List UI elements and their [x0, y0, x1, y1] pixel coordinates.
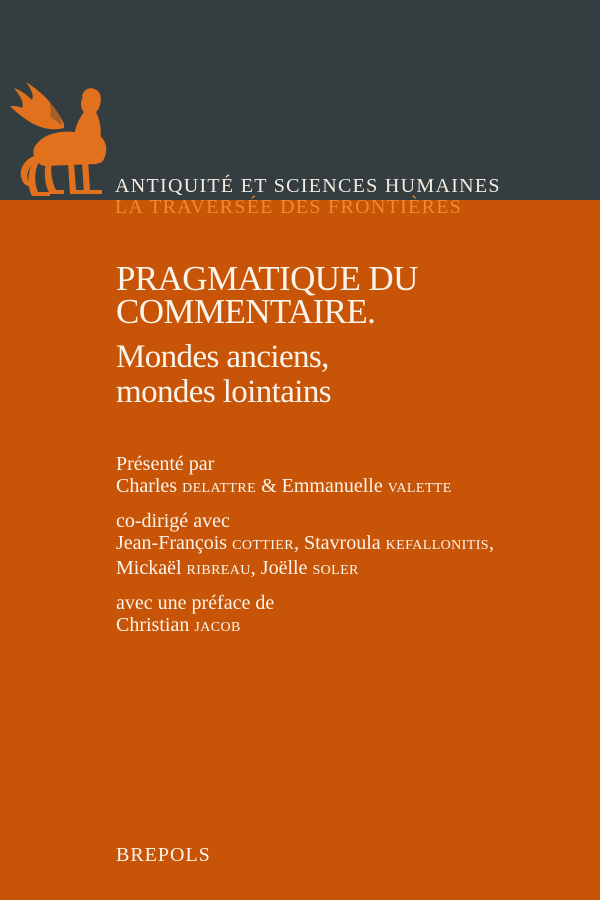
book-subtitle — [116, 340, 331, 410]
presenter-last-name: VALETTE — [387, 481, 452, 496]
codirector-separator: , — [250, 557, 261, 579]
preface-author-last-name: JACOB — [194, 620, 241, 635]
presenters-line — [116, 475, 494, 500]
subtitle-line-1: Mondes anciens, — [116, 339, 329, 375]
codirector-first-name: Stavroula — [303, 532, 381, 554]
preface-label: avec une préface de — [116, 592, 275, 614]
presenter-separator: & — [256, 475, 282, 497]
series-name — [115, 176, 501, 218]
presented-by-block — [116, 453, 494, 500]
presented-by-label: Présenté par — [116, 453, 215, 475]
codirector-last-name: COTTIER — [232, 538, 294, 553]
codirectors-line-1 — [116, 532, 494, 557]
title-line-1: PRAGMATIQUE DU — [116, 259, 418, 298]
preface-block — [116, 592, 494, 639]
codirector-first-name: Jean-François — [116, 532, 228, 554]
codirector-separator: , — [488, 532, 494, 554]
credits — [116, 453, 494, 649]
codirector-first-name: Mickaël — [116, 557, 182, 579]
subtitle-line-2: mondes lointains — [116, 374, 331, 410]
book-title — [116, 259, 418, 331]
preface-author-line — [116, 614, 494, 639]
presenter-last-name: DELATTRE — [182, 481, 257, 496]
series-title-primary: ANTIQUITÉ ET SCIENCES HUMAINES — [115, 175, 501, 197]
codirector-first-name: Joëlle — [260, 557, 308, 579]
codirector-last-name: KEFALLONITIS — [385, 538, 489, 553]
title-line-2: COMMENTAIRE. — [116, 292, 376, 331]
sphinx-icon — [4, 66, 114, 204]
preface-author-first-name: Christian — [116, 614, 190, 636]
series-title-secondary: LA TRAVERSÉE DES FRONTIÈRES — [115, 196, 463, 218]
codirected-label: co-dirigé avec — [116, 510, 230, 532]
publisher-name: BREPOLS — [116, 844, 211, 866]
presenter-first-name: Charles — [116, 475, 178, 497]
codirector-last-name: SOLER — [312, 563, 359, 578]
codirector-last-name: RIBREAU — [186, 563, 251, 578]
codirector-separator: , — [293, 532, 304, 554]
presenter-first-name: Emmanuelle — [281, 475, 383, 497]
codirectors-line-2 — [116, 557, 494, 582]
codirected-block — [116, 510, 494, 582]
